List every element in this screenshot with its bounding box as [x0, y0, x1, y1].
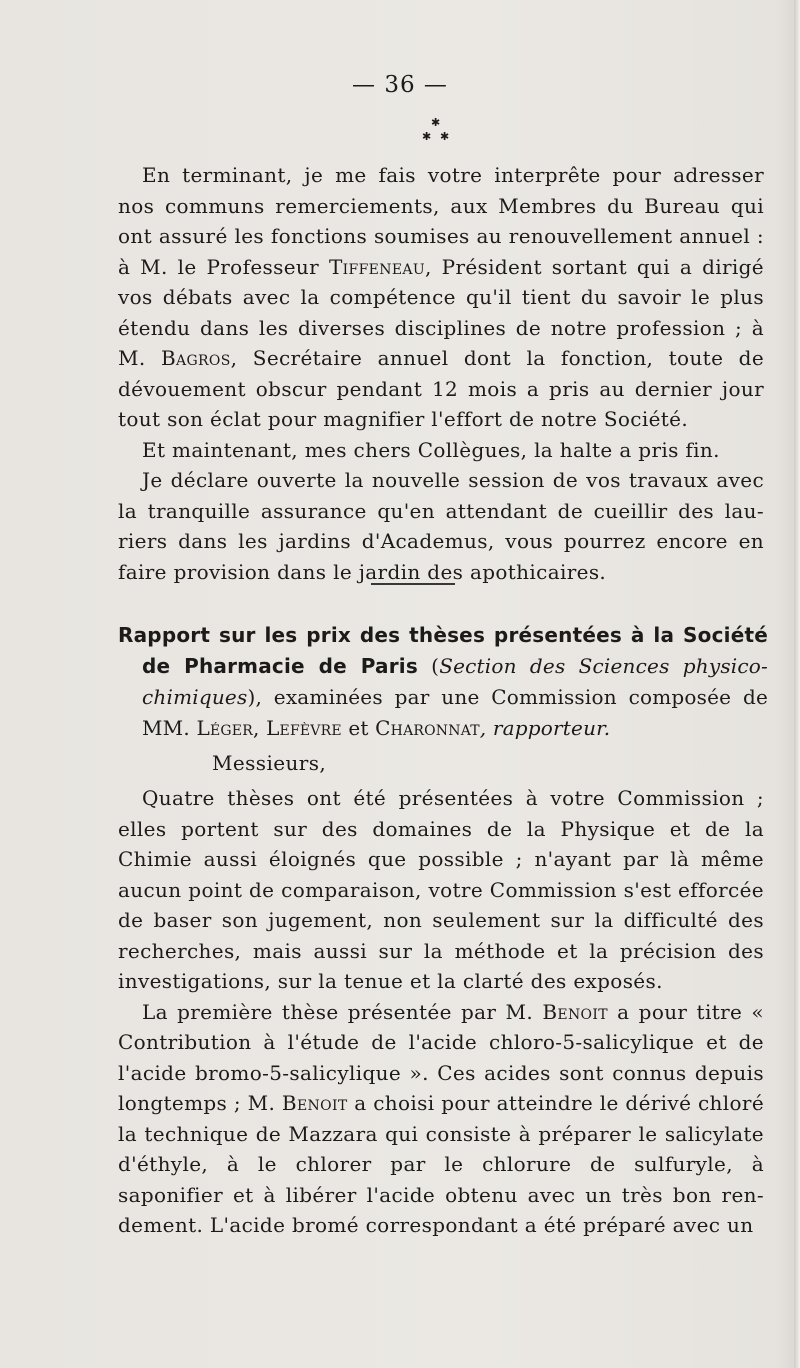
report-paragraph-1: Quatre thèses ont été présentées à votre Commission ; elles portent sur des domaines de la Physique et de la Chimie aussi éloignés que possible ; n'ayant par là même aucun point de comparaison, votre Commission s'est efforcée de baser son jugement, non seulement sur la difficulté des recherches, mais aussi sur la méthode et la précision des investigations, sur la tenue et la clarté des exposés.	[118, 786, 764, 993]
report-title: Rapport sur les prix des thèses présentées à la Société de Pharmacie de Paris	[118, 623, 768, 678]
person-name: Benoit	[281, 1091, 348, 1115]
closing-paragraph-2: Et maintenant, mes chers Collègues, la halte a pris fin.	[142, 437, 720, 462]
rapporteur-label: , rapporteur.	[479, 716, 611, 740]
page-edge	[794, 0, 800, 1368]
section-divider	[371, 583, 455, 585]
section-name: Section des Sciences physico-chimiques	[142, 654, 768, 709]
report-heading: Rapport sur les prix des thèses présentées à la Société de Pharmacie de Paris (Section des Sciences physico-chimiques), examinées par une Commission composée de MM. Léger, Lefèvre et Charonnat, rapporteur.	[118, 623, 768, 740]
asterism-star: ✱	[431, 116, 441, 129]
person-name: Benoit	[542, 999, 608, 1024]
person-name: Bagros	[160, 346, 231, 370]
closing-speech	[118, 160, 764, 587]
report-body	[118, 783, 764, 1241]
closing-paragraph-1: En terminant, je me fais votre interprête pour adresser nos communs remerciements, aux Membres du Bureau qui ont assuré les fonctions soumises au renouvellement annuel : à M. le Professeur Tiffeneau, Président sortant qui a dirigé vos débats avec la compétence qu'il tient du savoir le plus étendu dans les diverses disciplines de notre profession ; à M. Bagros, Secrétaire annuel dont la fonction, toute de dévouement obscur pendant 12 mois a pris au dernier jour tout son éclat pour magnifier l'effort de notre Société.	[118, 163, 765, 431]
asterism-star: ✱	[440, 130, 450, 143]
page-number: — 36 —	[352, 72, 448, 98]
salutation: Messieurs,	[212, 751, 327, 775]
asterism-star: ✱	[422, 130, 432, 143]
commission-member: Léger	[196, 716, 253, 740]
commission-member: Charonnat	[375, 716, 480, 740]
person-name: Tiffeneau	[328, 254, 426, 279]
commission-member: Lefèvre	[266, 716, 342, 740]
closing-paragraph-3: Je déclare ouverte la nouvelle session de vos travaux avec la tranquille assurance qu'en attendant de cueillir des lau- riers dans les jardins d'Academus, vous pourrez encore en faire provision dans le jardin des apothicaires.	[118, 468, 764, 584]
section-break-asterism	[418, 116, 458, 148]
report-paragraph-2: La première thèse présentée par M. Benoit a pour titre « Contribution à l'étude de l'acide chloro-5-salicylique et de l'acide bromo-5-salicylique ». Ces acides sont connus depuis longtemps ; M. Benoit a choisi pour atteindre le dérivé chloré la technique de Mazzara qui consiste à préparer le salicylate d'éthyle, à le chlorer par le chlorure de sulfuryle, à saponifier et à libérer l'acide obtenu avec un très bon ren- dement. L'acide bromé correspondant a été préparé avec un	[118, 999, 765, 1237]
